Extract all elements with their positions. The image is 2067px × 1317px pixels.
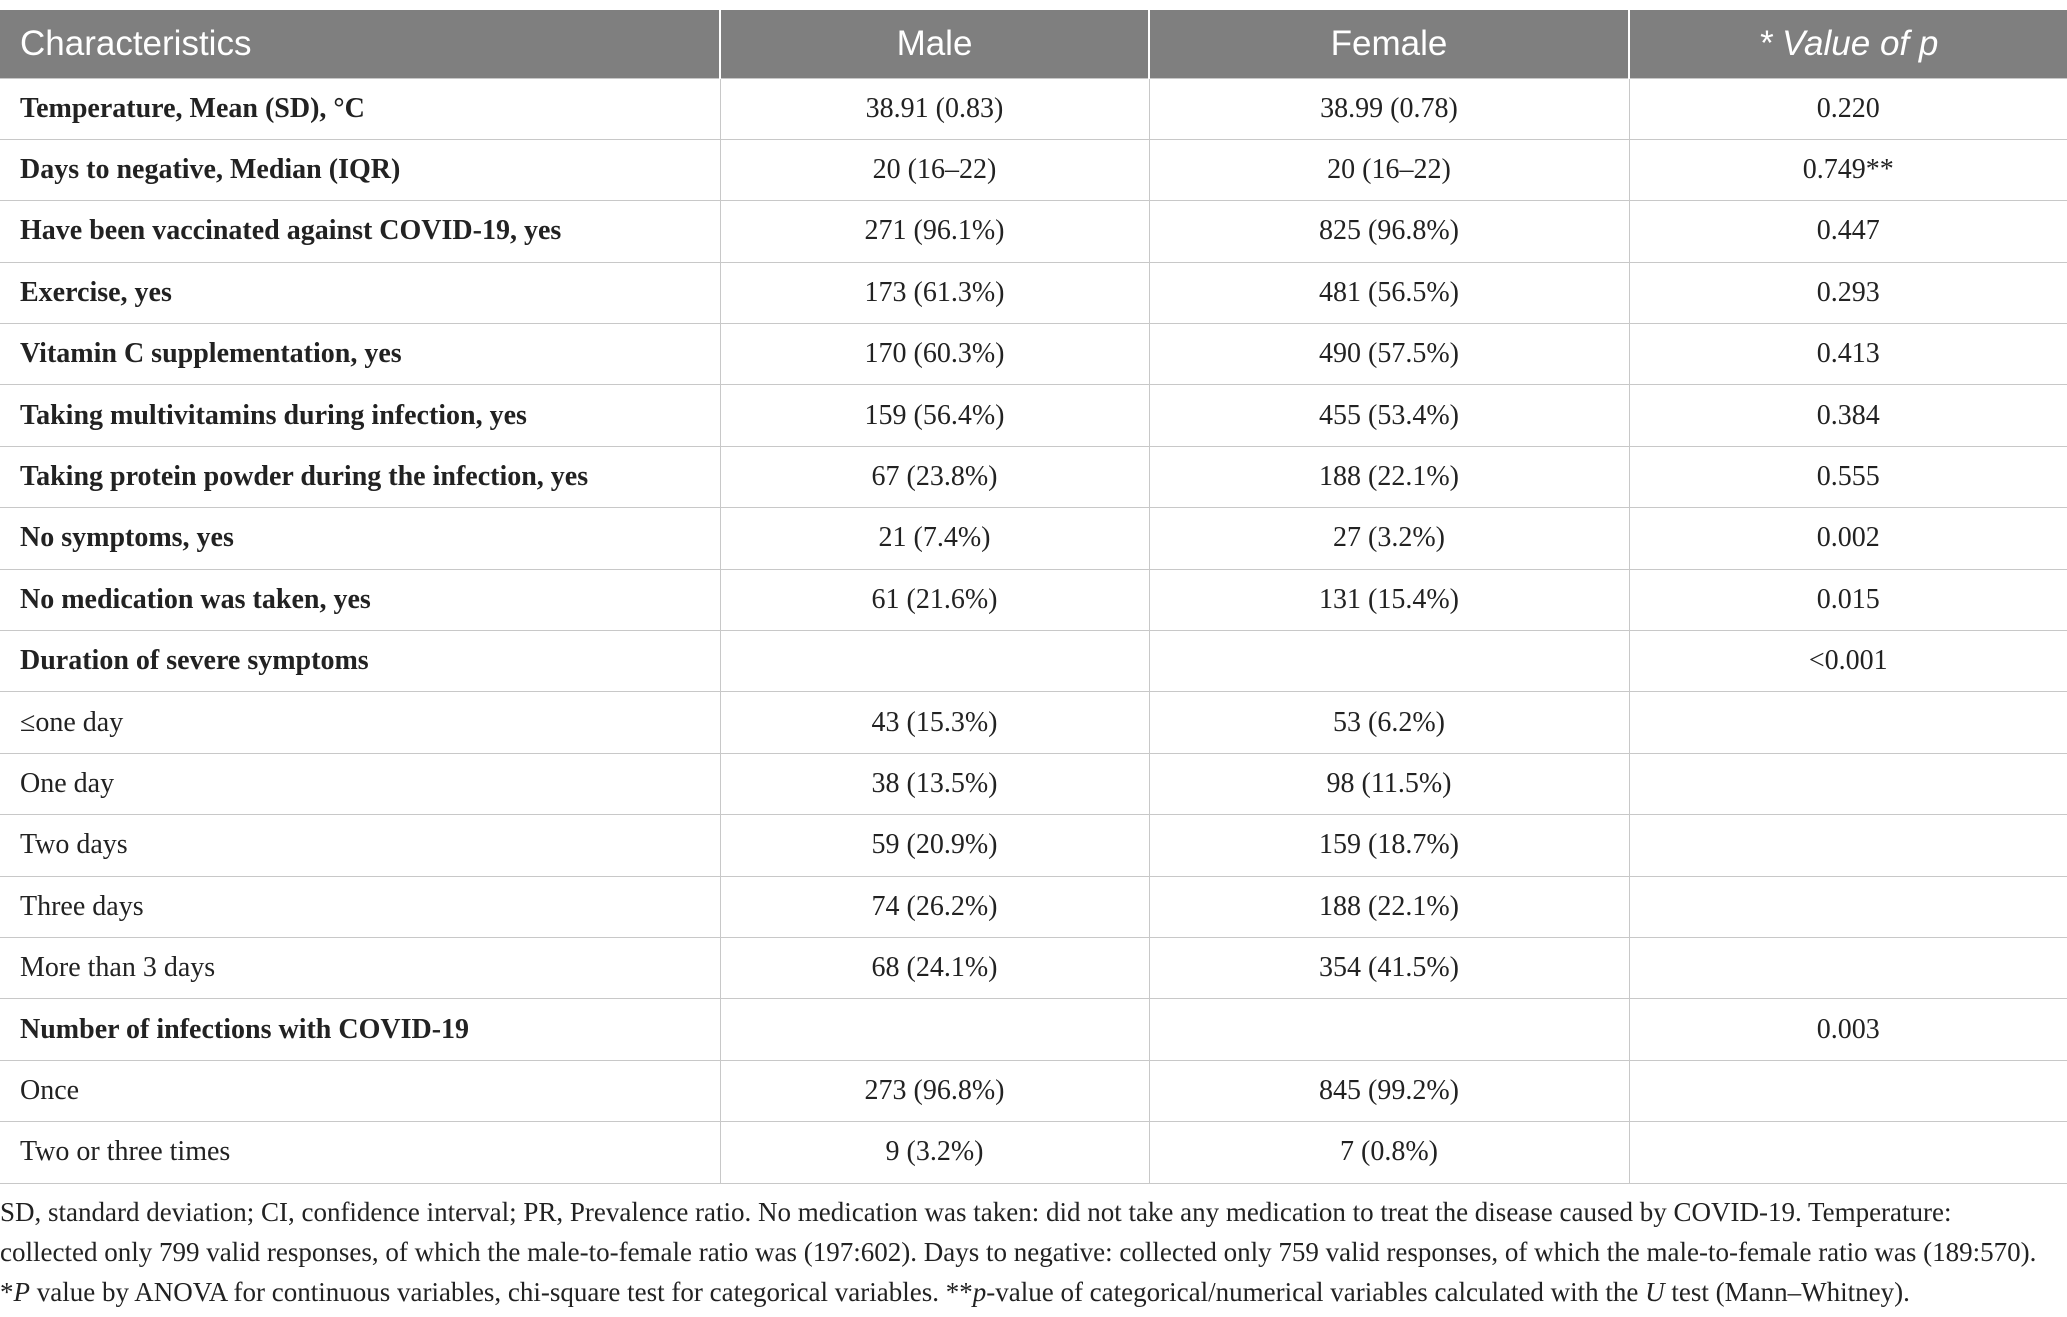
table-row (0, 876, 2067, 937)
table-row (0, 815, 2067, 876)
table-row (0, 139, 2067, 200)
row-label: Taking multivitamins during infection, yes (0, 385, 720, 446)
female-value: 7 (0.8%) (1149, 1122, 1629, 1183)
female-value: 98 (11.5%) (1149, 753, 1629, 814)
table-header-row (0, 10, 2067, 78)
male-value: 67 (23.8%) (720, 446, 1149, 507)
male-value: 159 (56.4%) (720, 385, 1149, 446)
p-value (1629, 753, 2067, 814)
male-value: 273 (96.8%) (720, 1060, 1149, 1121)
table-row (0, 1122, 2067, 1183)
row-label: No symptoms, yes (0, 508, 720, 569)
p-value: 0.384 (1629, 385, 2067, 446)
footnote-text-2: value by ANOVA for continuous variables, chi-square test for categorical variables. ** (30, 1277, 973, 1307)
footnote-text-3: -value of categorical/numerical variables calculated with the (986, 1277, 1646, 1307)
row-label: Once (0, 1060, 720, 1121)
row-label: Three days (0, 876, 720, 937)
male-value: 59 (20.9%) (720, 815, 1149, 876)
female-value: 188 (22.1%) (1149, 446, 1629, 507)
row-label: One day (0, 753, 720, 814)
table-row (0, 508, 2067, 569)
male-value: 38.91 (0.83) (720, 78, 1149, 139)
table-row (0, 1060, 2067, 1121)
p-value: 0.293 (1629, 262, 2067, 323)
table-row (0, 569, 2067, 630)
p-value (1629, 876, 2067, 937)
table-row (0, 937, 2067, 998)
female-value: 188 (22.1%) (1149, 876, 1629, 937)
male-value: 61 (21.6%) (720, 569, 1149, 630)
table-row (0, 324, 2067, 385)
p-value: 0.749** (1629, 139, 2067, 200)
female-value: 490 (57.5%) (1149, 324, 1629, 385)
row-label: No medication was taken, yes (0, 569, 720, 630)
table-row (0, 999, 2067, 1060)
female-value: 20 (16–22) (1149, 139, 1629, 200)
row-label: Number of infections with COVID-19 (0, 999, 720, 1060)
female-value: 159 (18.7%) (1149, 815, 1629, 876)
row-label: Exercise, yes (0, 262, 720, 323)
p-value (1629, 692, 2067, 753)
female-value: 354 (41.5%) (1149, 937, 1629, 998)
header-female: Female (1149, 10, 1629, 78)
male-value: 170 (60.3%) (720, 324, 1149, 385)
header-male: Male (720, 10, 1149, 78)
header-characteristics: Characteristics (20, 23, 252, 63)
row-label: Temperature, Mean (SD), °C (0, 78, 720, 139)
female-value: 53 (6.2%) (1149, 692, 1629, 753)
table-row (0, 201, 2067, 262)
footnote-text-1: SD, standard deviation; CI, confidence interval; PR, Prevalence ratio. No medication was taken: did not take any medication to treat the disease caused by COVID-19. Temperature: collected only 799 valid responses, of which the male-to-female ratio was (197:602). Days to negative: collected only 759 valid responses, of which the male-to-female ratio was (189:570). * (0, 1197, 2037, 1307)
footnote-italic-p-upper: P (13, 1277, 30, 1307)
row-label: Vitamin C supplementation, yes (0, 324, 720, 385)
female-value: 845 (99.2%) (1149, 1060, 1629, 1121)
male-value: 173 (61.3%) (720, 262, 1149, 323)
female-value (1149, 999, 1629, 1060)
p-value: 0.003 (1629, 999, 2067, 1060)
female-value (1149, 631, 1629, 692)
male-value (720, 999, 1149, 1060)
row-label: Two or three times (0, 1122, 720, 1183)
characteristics-table (0, 10, 2067, 1184)
male-value: 74 (26.2%) (720, 876, 1149, 937)
female-value: 131 (15.4%) (1149, 569, 1629, 630)
female-value: 455 (53.4%) (1149, 385, 1629, 446)
p-value: 0.447 (1629, 201, 2067, 262)
row-label: Duration of severe symptoms (0, 631, 720, 692)
p-value: 0.220 (1629, 78, 2067, 139)
male-value: 21 (7.4%) (720, 508, 1149, 569)
p-value: <0.001 (1629, 631, 2067, 692)
row-label: Days to negative, Median (IQR) (0, 139, 720, 200)
male-value: 68 (24.1%) (720, 937, 1149, 998)
table-footnote (0, 1192, 2050, 1312)
p-value (1629, 1060, 2067, 1121)
table-row (0, 446, 2067, 507)
table-row (0, 262, 2067, 323)
row-label: More than 3 days (0, 937, 720, 998)
p-value (1629, 815, 2067, 876)
female-value: 38.99 (0.78) (1149, 78, 1629, 139)
footnote-italic-p-lower: p (972, 1277, 987, 1307)
male-value: 43 (15.3%) (720, 692, 1149, 753)
p-value: 0.015 (1629, 569, 2067, 630)
p-value: 0.413 (1629, 324, 2067, 385)
male-value: 20 (16–22) (720, 139, 1149, 200)
row-label: Taking protein powder during the infection, yes (0, 446, 720, 507)
row-label: Have been vaccinated against COVID-19, yes (0, 201, 720, 262)
female-value: 27 (3.2%) (1149, 508, 1629, 569)
table-row (0, 78, 2067, 139)
table-row (0, 753, 2067, 814)
p-value: 0.555 (1629, 446, 2067, 507)
table-row (0, 631, 2067, 692)
table-row (0, 692, 2067, 753)
p-value: 0.002 (1629, 508, 2067, 569)
male-value: 9 (3.2%) (720, 1122, 1149, 1183)
male-value: 38 (13.5%) (720, 753, 1149, 814)
female-value: 481 (56.5%) (1149, 262, 1629, 323)
p-value (1629, 937, 2067, 998)
footnote-text-4: test (Mann–Whitney). (1664, 1277, 1910, 1307)
p-value (1629, 1122, 2067, 1183)
footnote-italic-u: U (1645, 1277, 1665, 1307)
table-row (0, 385, 2067, 446)
male-value: 271 (96.1%) (720, 201, 1149, 262)
male-value (720, 631, 1149, 692)
row-label: ≤one day (0, 692, 720, 753)
row-label: Two days (0, 815, 720, 876)
female-value: 825 (96.8%) (1149, 201, 1629, 262)
header-p-value: * Value of p (1629, 10, 2067, 78)
